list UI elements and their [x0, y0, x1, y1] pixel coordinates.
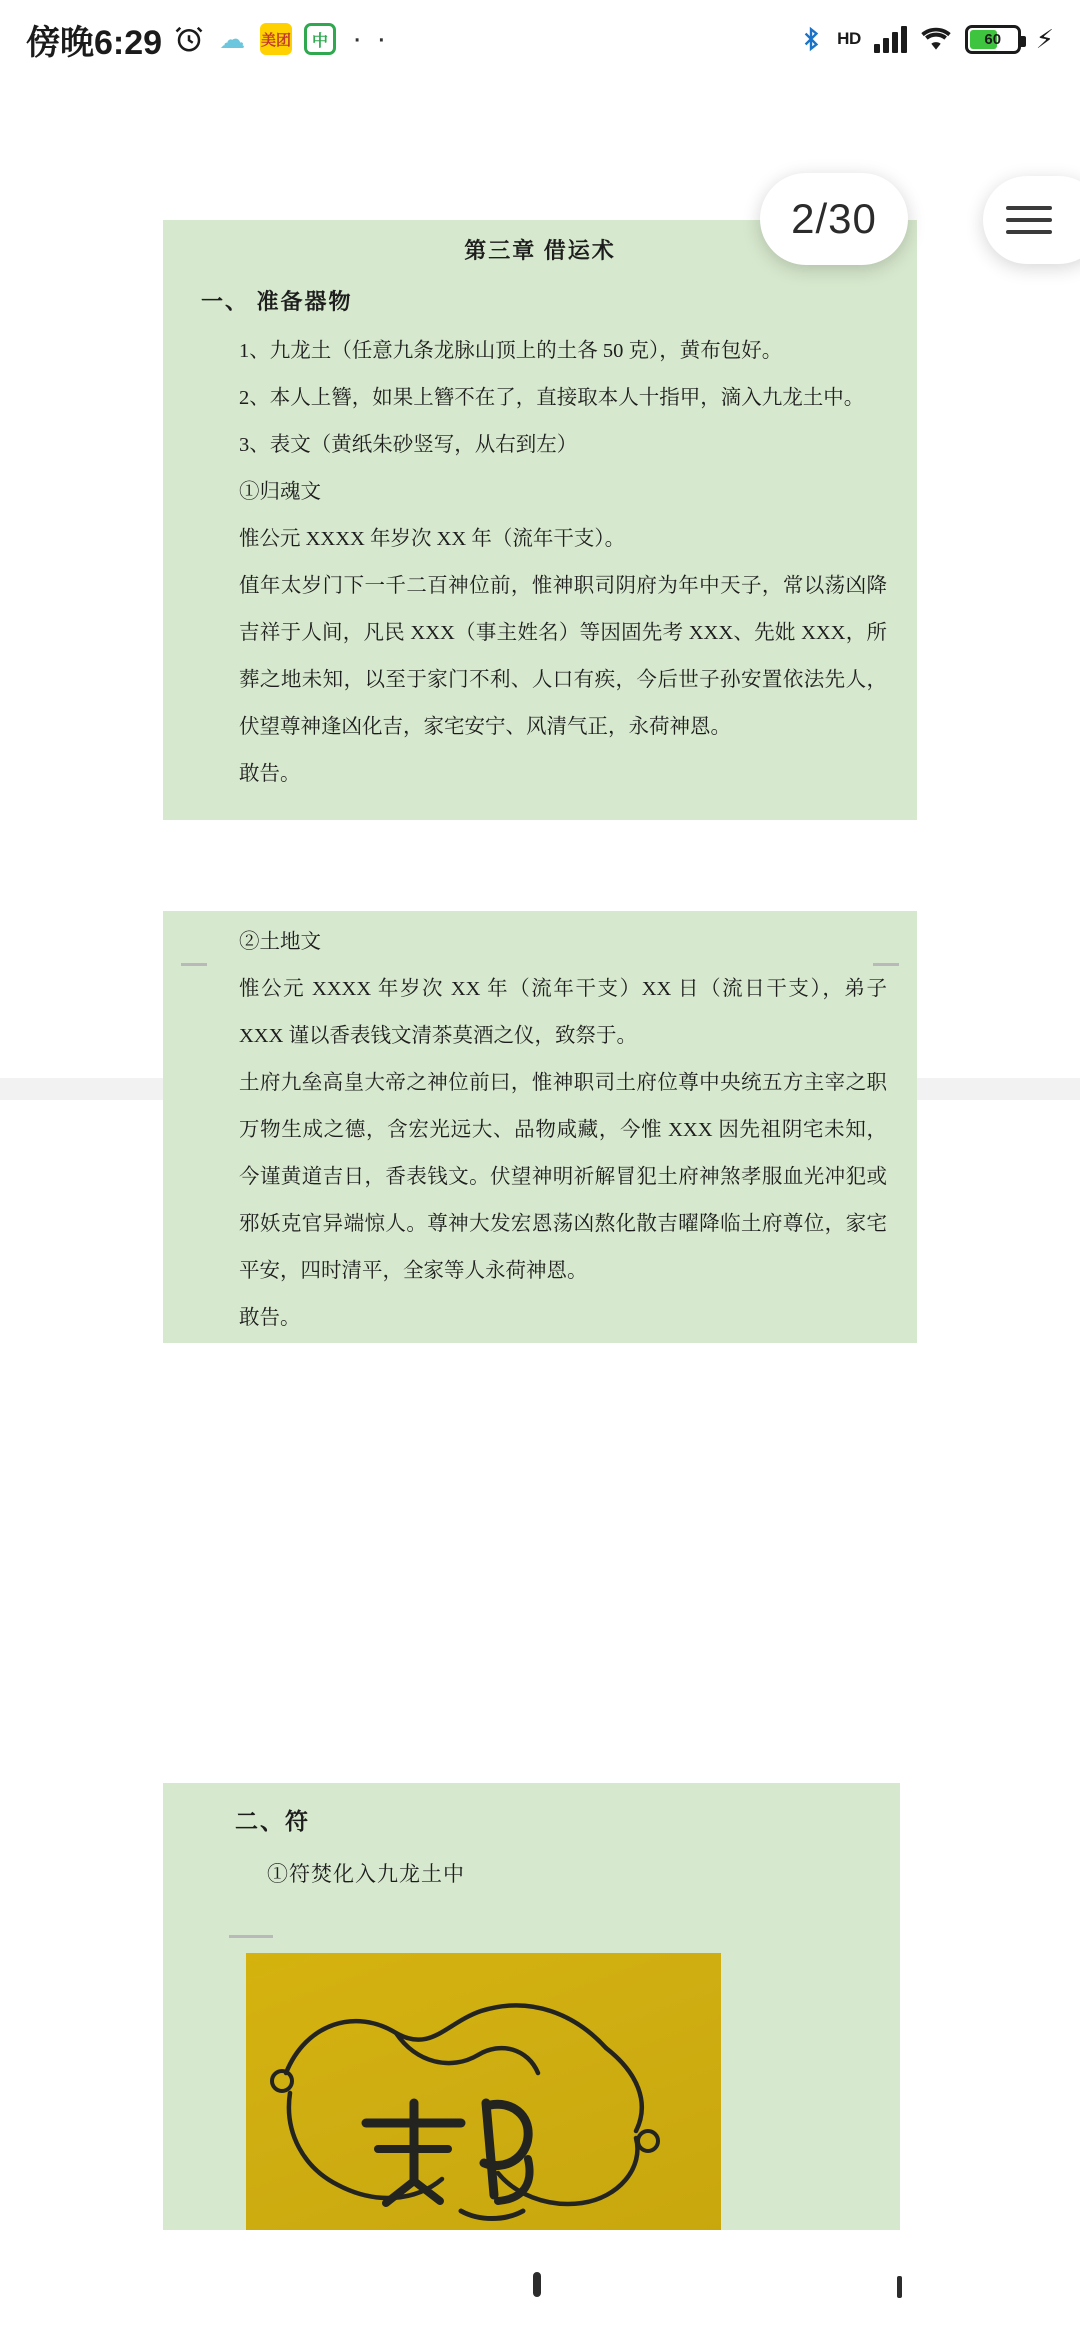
meituan-app-icon: 美团 — [260, 23, 292, 55]
signal-bars-icon — [874, 25, 907, 53]
bluetooth-icon — [798, 24, 824, 54]
document-reader[interactable] — [0, 78, 1080, 2258]
page1-line-6: 值年太岁门下一千二百神位前，惟神职司阴府为年中天子，常以荡凶降吉祥于人间，凡民 XXX（事主姓名）等因固先考 XXX、先妣 XXX，所葬之地未知，以至于家门不利、人口有疾，今后世子孙安置依法先人，伏望尊神逢凶化吉，家宅安宁、风清气正，永荷神恩。 — [239, 575, 887, 738]
talisman-image — [246, 1953, 721, 2238]
page1-line-3: 3、表文（黄纸朱砂竖写，从右到左） — [239, 434, 578, 456]
page-indicator[interactable]: 2/30 — [760, 173, 908, 265]
page2-line-1: 惟公元 XXXX 年岁次 XX 年（流年干支）XX 日（流日干支），弟子 XXX 谨以香表钱文清茶莫酒之仪，致祭于。 — [239, 978, 887, 1047]
page1-body — [163, 328, 917, 798]
status-overflow-dots: · · — [352, 22, 390, 55]
back-icon — [897, 2276, 902, 2298]
section-heading-2: 二、符 — [235, 1809, 310, 1834]
hd-indicator: HD — [837, 29, 861, 48]
document-image-3 — [163, 1783, 900, 2238]
status-bar-left — [26, 15, 798, 64]
page1-line-7: 敢告。 — [239, 763, 301, 785]
document-image-2 — [163, 911, 917, 1343]
battery-percent-label: 60 — [984, 30, 1002, 48]
green-app-icon: 中 — [304, 23, 336, 55]
charging-bolt-icon: ⚡ — [1035, 24, 1054, 54]
status-clock: 傍晚6:29 — [26, 23, 163, 62]
home-icon — [533, 2272, 541, 2297]
section-heading-1: 一、 准备器物 — [201, 289, 353, 314]
page3-subtitle: ①符焚化入九龙土中 — [267, 1862, 465, 1886]
home-button[interactable] — [533, 2276, 541, 2294]
page1-line-2: 2、本人上簪，如果上簪不在了，直接取本人十指甲，滴入九龙土中。 — [239, 387, 865, 409]
chapter-title: 第三章 借运术 — [464, 238, 616, 263]
reader-menu-button[interactable] — [983, 176, 1080, 264]
cloud-app-icon: ☁ — [219, 24, 246, 54]
page1-line-1: 1、九龙土（任意九条龙脉山顶上的土各 50 克），黄布包好。 — [239, 340, 783, 362]
status-bar — [0, 0, 1080, 78]
system-navigation-bar — [0, 2230, 1080, 2340]
menu-icon — [1006, 198, 1052, 242]
battery-icon — [965, 25, 1021, 54]
page1-line-4: ①归魂文 — [239, 481, 321, 503]
alarm-icon — [174, 24, 204, 54]
back-button[interactable] — [897, 2276, 902, 2294]
status-bar-right — [798, 24, 1054, 54]
page-edge-tick-left — [181, 963, 207, 966]
page2-line-3: 敢告。 — [239, 1307, 301, 1329]
page-edge-tick-right — [873, 963, 899, 966]
page2-line-2: 土府九垒高皇大帝之神位前曰，惟神职司土府位尊中央统五方主宰之职万物生成之德，含宏光远大、品物咸藏，今惟 XXX 因先祖阴宅未知，今谨黄道吉日，香表钱文。伏望神明祈解冒犯土府神煞孝服血光冲犯或邪妖克官异端惊人。尊神大发宏恩荡凶熬化散吉曜降临土府尊位，家宅平安，四时清平，全家等人永荷神恩。 — [239, 1072, 887, 1282]
page3-edge-tick — [229, 1935, 273, 1938]
page2-body — [163, 919, 917, 1342]
document-image-1 — [163, 220, 917, 820]
wifi-icon — [920, 25, 952, 53]
page2-subtitle: ②土地文 — [239, 931, 321, 953]
page1-line-5: 惟公元 XXXX 年岁次 XX 年（流年干支）。 — [239, 528, 626, 550]
